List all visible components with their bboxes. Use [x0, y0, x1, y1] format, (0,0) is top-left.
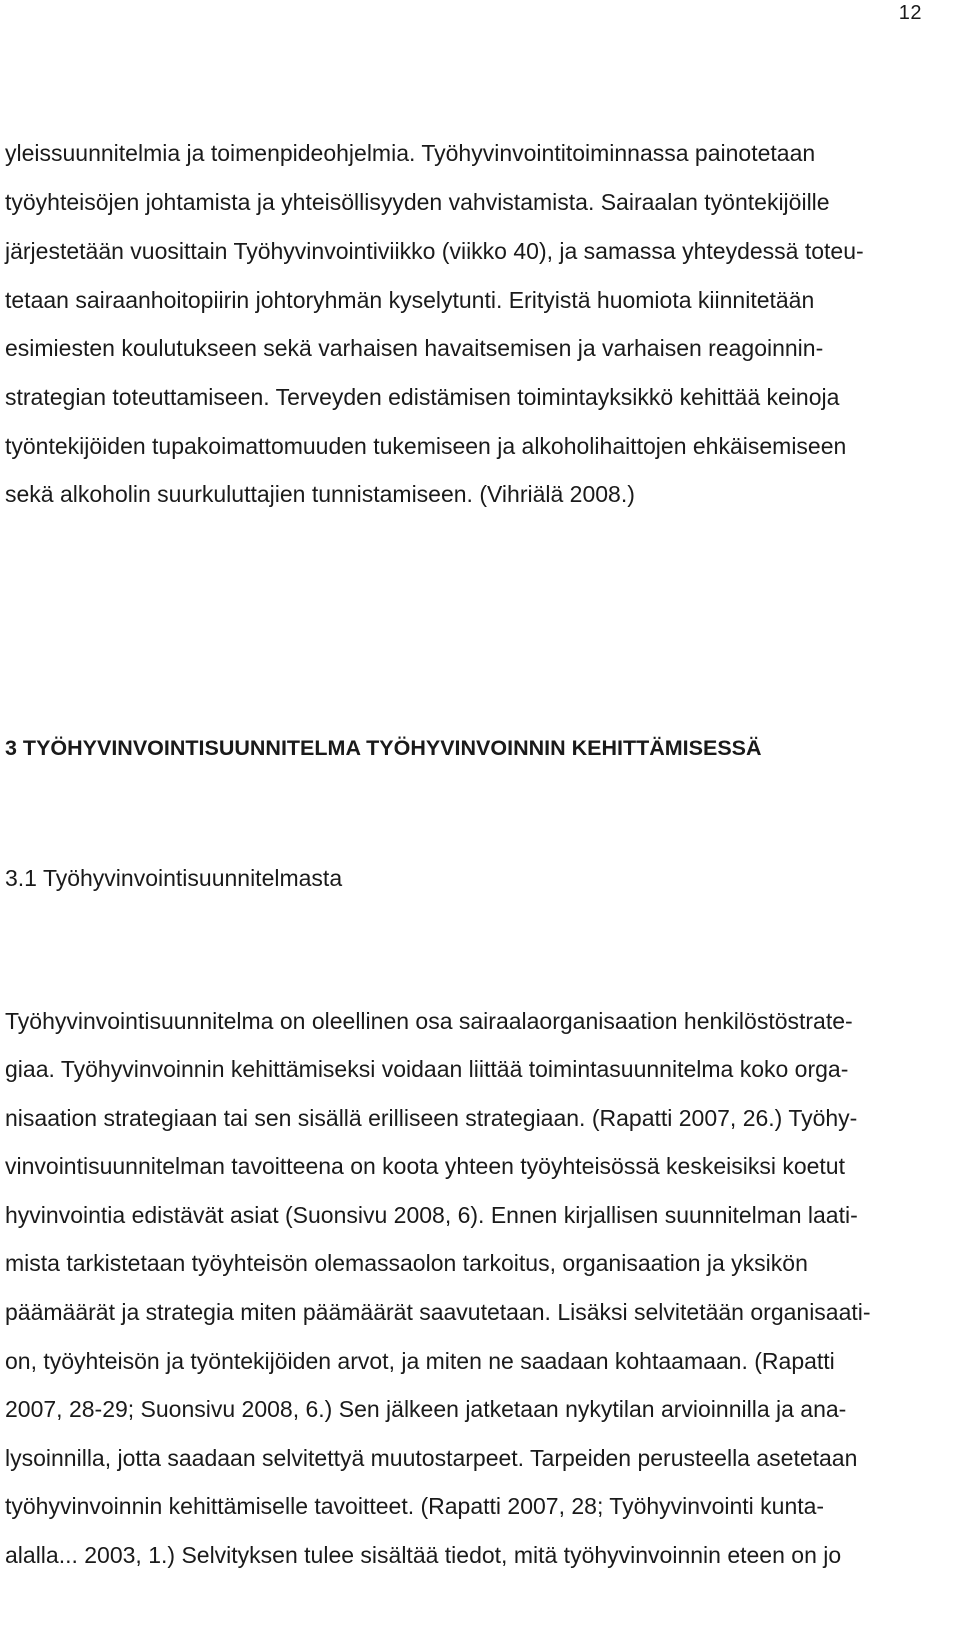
text-line: vinvointisuunnitelman tavoitteena on koota yhteen työyhteisössä keskeisiksi koetut — [5, 1153, 845, 1179]
text-line: työhyvinvoinnin kehittämiselle tavoitteet. (Rapatti 2007, 28; Työhyvinvointi kunta- — [5, 1493, 825, 1519]
text-line: hyvinvointia edistävät asiat (Suonsivu 2008, 6). Ennen kirjallisen suunnitelman laati- — [5, 1202, 858, 1228]
text-line: esimiesten koulutukseen sekä varhaisen havaitsemisen ja varhaisen reagoinnin- — [5, 335, 824, 361]
text-line: mista tarkistetaan työyhteisön olemassaolon tarkoitus, organisaation ja yksikön — [5, 1250, 808, 1276]
text-line: järjestetään vuosittain Työhyvinvointiviikko (viikko 40), ja samassa yhteydessä toteu- — [5, 238, 864, 264]
text-line: tetaan sairaanhoitopiirin johtoryhmän kyselytunti. Erityistä huomiota kiinnitetään — [5, 287, 815, 313]
text-line: giaa. Työhyvinvoinnin kehittämiseksi voidaan liittää toimintasuunnitelma koko orga- — [5, 1056, 849, 1082]
page-number: 12 — [898, 2, 922, 24]
text-line: päämäärät ja strategia miten päämäärät saavutetaan. Lisäksi selvitetään organisaati- — [5, 1299, 871, 1325]
section-heading: 3 TYÖHYVINVOINTISUUNNITELMA TYÖHYVINVOINNIN KEHITTÄMISESSÄ — [5, 736, 762, 760]
text-line: lysoinnilla, jotta saadaan selvitettyä muutostarpeet. Tarpeiden perusteella asetetaan — [5, 1445, 858, 1471]
text-line: strategian toteuttamiseen. Terveyden edistämisen toimintayksikkö kehittää keinoja — [5, 384, 840, 410]
text-line: työntekijöiden tupakoimattomuuden tukemiseen ja alkoholihaittojen ehkäisemiseen — [5, 433, 847, 459]
text-line: on, työyhteisön ja työntekijöiden arvot, ja miten ne saadaan kohtaamaan. (Rapatti — [5, 1348, 835, 1374]
text-line: 2007, 28-29; Suonsivu 2008, 6.) Sen jälkeen jatketaan nykytilan arvioinnilla ja ana- — [5, 1396, 847, 1422]
subsection-heading: 3.1 Työhyvinvointisuunnitelmasta — [5, 865, 343, 891]
text-line: alalla... 2003, 1.) Selvityksen tulee sisältää tiedot, mitä työhyvinvoinnin eteen on jo — [5, 1542, 842, 1568]
text-line: nisaation strategiaan tai sen sisällä erilliseen strategiaan. (Rapatti 2007, 26.) Työhy- — [5, 1105, 858, 1131]
text-line: työyhteisöjen johtamista ja yhteisöllisyyden vahvistamista. Sairaalan työntekijöille — [5, 189, 830, 215]
text-line: Työhyvinvointisuunnitelma on oleellinen osa sairaalaorganisaation henkilöstöstrate- — [5, 1008, 853, 1034]
text-line: sekä alkoholin suurkuluttajien tunnistamiseen. (Vihriälä 2008.) — [5, 481, 635, 507]
text-line: yleissuunnitelmia ja toimenpideohjelmia. Työhyvinvointitoiminnassa painotetaan — [5, 140, 816, 166]
